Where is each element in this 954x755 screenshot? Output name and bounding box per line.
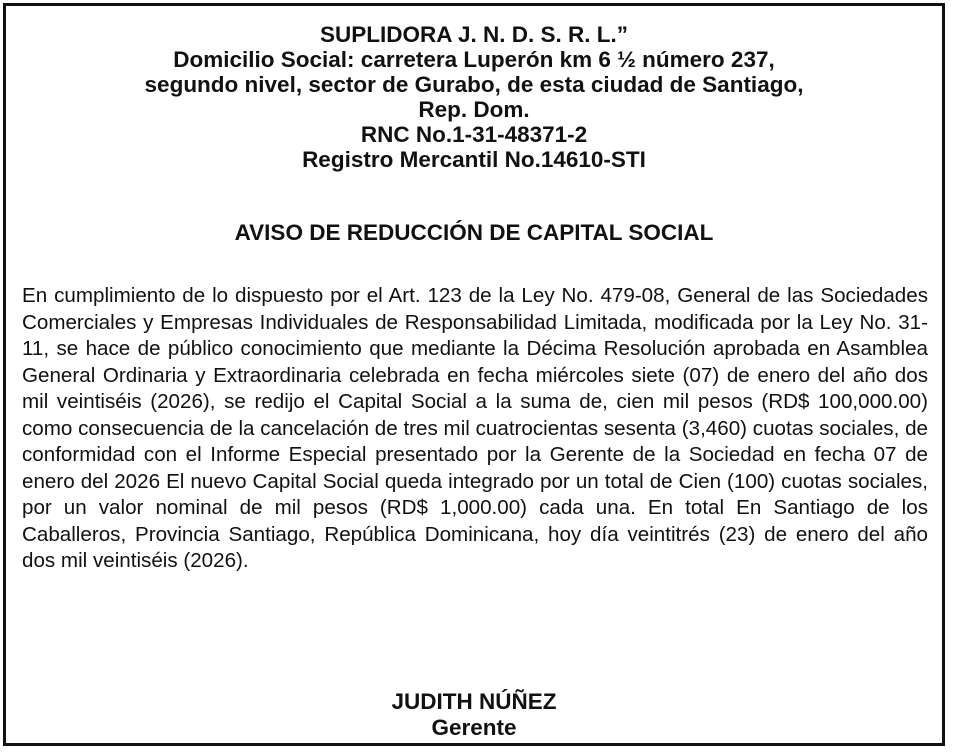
signatory-name: JUDITH NÚÑEZ <box>391 689 557 714</box>
company-name: SUPLIDORA J. N. D. S. R. L.” <box>320 22 628 47</box>
signature-block <box>6 689 942 741</box>
company-registry: Registro Mercantil No.14610-STI <box>302 147 646 172</box>
company-header <box>6 22 942 172</box>
company-address-line-1: Domicilio Social: carretera Luperón km 6 ½ número 237, <box>173 47 775 72</box>
company-address-line-2: segundo nivel, sector de Gurabo, de esta ciudad de Santiago, <box>144 72 804 97</box>
company-rnc: RNC No.1-31-48371-2 <box>360 122 588 147</box>
notice-title: AVISO DE REDUCCIÓN DE CAPITAL SOCIAL <box>234 220 714 245</box>
notice-body: En cumplimiento de lo dispuesto por el Art. 123 de la Ley No. 479-08, General de las Sociedades Comerciales y Empresas Individuales de Responsabilidad Limitada, modificada por la Ley No. 31-11, se hace de público conocimiento que mediante la Décima Resolución aprobada en Asamblea General Ordinaria y Extraordinaria celebrada en fecha miércoles siete (07) de enero del año dos mil veintiséis (2026), se redijo el Capital Social a la suma de, cien mil pesos (RD$ 100,000.00) como consecuencia de la cancelación de tres mil cuatrocientas sesenta (3,460) cuotas sociales, de conformidad con el Informe Especial presentado por la Gerente de la Sociedad en fecha 07 de enero del 2026 El nuevo Capital Social queda integrado por un total de Cien (100) cuotas sociales, por un valor nominal de mil pesos (RD$ 1,000.00) cada una. En total En Santiago de los Caballeros, Provincia Santiago, República Dominicana, hoy día veintitrés (23) de enero del año dos mil veintiséis (2026). <box>22 284 928 572</box>
company-address-line-3: Rep. Dom. <box>418 97 530 122</box>
signatory-role: Gerente <box>431 715 517 740</box>
legal-notice <box>3 3 945 746</box>
